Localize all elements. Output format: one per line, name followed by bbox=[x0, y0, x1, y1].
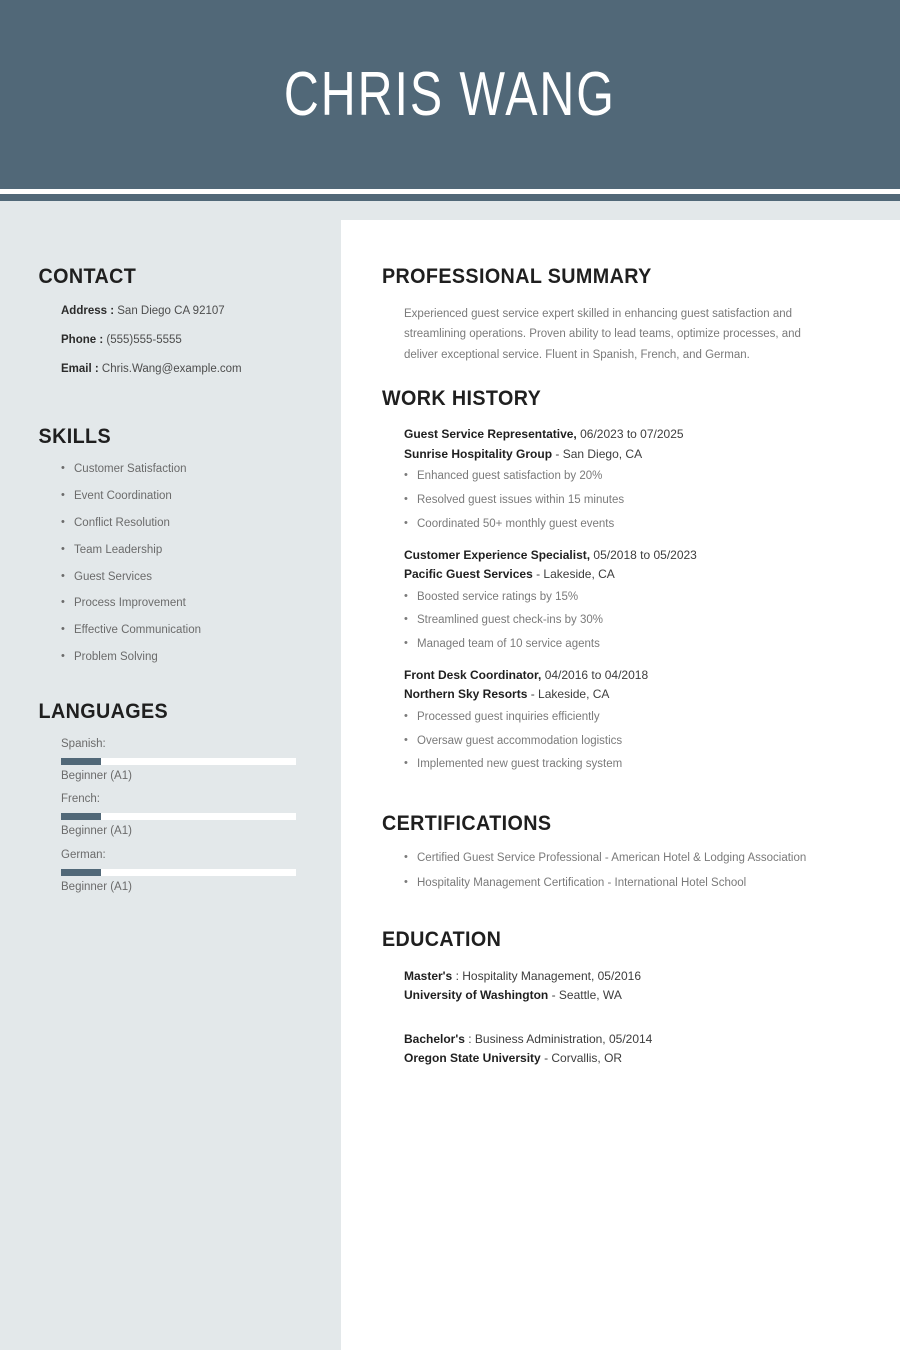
list-item: • Streamlined guest check-ins by 30% bbox=[404, 614, 876, 628]
education-list bbox=[382, 967, 876, 1069]
summary-section-title: PROFESSIONAL SUMMARY bbox=[382, 265, 652, 288]
job-role: Guest Service Representative, bbox=[404, 427, 577, 442]
education-school: Oregon State University bbox=[404, 1051, 541, 1066]
list-item: • Processed guest inquiries efficiently bbox=[404, 711, 876, 725]
contact-value-phone: (555)555-5555 bbox=[106, 333, 182, 346]
language-level: Beginner (A1) bbox=[61, 825, 132, 838]
education-field: : Business Administration, 05/2014 bbox=[468, 1031, 653, 1046]
sidebar-top-strip bbox=[341, 201, 900, 220]
list-item: • Problem Solving bbox=[61, 651, 341, 665]
resume-header-banner bbox=[0, 0, 900, 189]
list-item: • Certified Guest Service Professional - American Hotel & Lodging Association bbox=[404, 852, 876, 866]
skills-list bbox=[0, 463, 341, 664]
language-level: Beginner (A1) bbox=[61, 769, 132, 782]
list-item: • Process Improvement bbox=[61, 597, 341, 611]
language-proficiency-bar bbox=[61, 869, 296, 876]
language-proficiency-bar bbox=[61, 813, 296, 820]
language-name: French: bbox=[61, 793, 100, 806]
education-location: - Corvallis, OR bbox=[544, 1051, 623, 1066]
language-proficiency-fill bbox=[61, 869, 101, 876]
language-proficiency-fill bbox=[61, 758, 101, 765]
education-location: - Seattle, WA bbox=[551, 988, 622, 1003]
education-field: : Hospitality Management, 05/2016 bbox=[455, 968, 642, 983]
skills-section-title: SKILLS bbox=[38, 425, 111, 449]
list-item: • Team Leadership bbox=[61, 544, 341, 558]
education-degree: Master's bbox=[404, 968, 453, 983]
education-section-title: EDUCATION bbox=[382, 927, 502, 951]
list-item: • Oversaw guest accommodation logistics bbox=[404, 735, 876, 749]
list-item: • Effective Communication bbox=[61, 624, 341, 638]
certifications-section bbox=[382, 812, 876, 891]
education-section bbox=[382, 928, 876, 1069]
job-dates: 05/2018 to 05/2023 bbox=[593, 547, 697, 562]
language-name: Spanish: bbox=[61, 737, 106, 750]
contact-row-email bbox=[61, 363, 341, 377]
language-proficiency-bar bbox=[61, 758, 296, 765]
education-degree-line bbox=[404, 1030, 876, 1049]
summary-text: Experienced guest service expert skilled in enhancing guest satisfaction and streamlining operations. Proven ability to lead teams, optimize processes, and deliver exceptional service. Fluent in Spanish, French, and German. bbox=[404, 308, 801, 361]
language-level: Beginner (A1) bbox=[61, 880, 132, 893]
education-entry bbox=[404, 967, 876, 1006]
work-history-entry bbox=[382, 425, 876, 531]
resume-body bbox=[0, 201, 900, 1350]
contact-section bbox=[0, 265, 341, 376]
list-item: • Enhanced guest satisfaction by 20% bbox=[404, 470, 876, 484]
list-item: • Implemented new guest tracking system bbox=[404, 758, 876, 772]
job-company-line bbox=[404, 445, 876, 464]
job-role: Front Desk Coordinator, bbox=[404, 667, 542, 682]
work-history-entry bbox=[382, 666, 876, 772]
professional-summary-section bbox=[382, 265, 876, 365]
contact-label-address: Address : bbox=[61, 305, 115, 317]
list-item: • Event Coordination bbox=[61, 490, 341, 504]
contact-value-email: Chris.Wang@example.com bbox=[101, 362, 242, 375]
contact-label-phone: Phone : bbox=[61, 333, 104, 346]
list-item bbox=[61, 849, 296, 895]
education-school: University of Washington bbox=[404, 988, 549, 1003]
work-history-section bbox=[382, 387, 876, 772]
page-title: CHRIS WANG bbox=[283, 59, 617, 129]
education-degree-line bbox=[404, 967, 876, 986]
contact-label-email: Email : bbox=[61, 362, 99, 375]
contact-value-address: San Diego CA 92107 bbox=[117, 305, 225, 317]
language-proficiency-fill bbox=[61, 813, 101, 820]
list-item bbox=[61, 793, 296, 839]
job-role-line bbox=[404, 425, 876, 444]
languages-section bbox=[0, 700, 341, 895]
work-history-section-title: WORK HISTORY bbox=[382, 387, 542, 411]
languages-section-title: LANGUAGES bbox=[38, 699, 169, 723]
contact-list bbox=[0, 305, 341, 376]
language-name: German: bbox=[61, 848, 106, 861]
certifications-list bbox=[382, 852, 876, 891]
education-school-line bbox=[404, 986, 876, 1005]
list-item: • Hospitality Management Certification - International Hotel School bbox=[404, 877, 876, 891]
job-dates: 06/2023 to 07/2025 bbox=[580, 427, 684, 442]
main-content bbox=[341, 220, 900, 1350]
job-company: Northern Sky Resorts bbox=[404, 687, 528, 702]
job-role: Customer Experience Specialist, bbox=[404, 547, 591, 562]
contact-row-address bbox=[61, 305, 341, 319]
list-item: • Boosted service ratings by 15% bbox=[404, 591, 876, 605]
job-company: Pacific Guest Services bbox=[404, 567, 533, 582]
languages-list bbox=[0, 738, 341, 895]
work-history-entry bbox=[382, 546, 876, 652]
education-school-line bbox=[404, 1049, 876, 1068]
list-item: • Guest Services bbox=[61, 571, 341, 585]
job-bullet-list bbox=[404, 470, 876, 531]
list-item: • Resolved guest issues within 15 minutes bbox=[404, 494, 876, 508]
job-company: Sunrise Hospitality Group bbox=[404, 446, 553, 461]
job-location: - Lakeside, CA bbox=[530, 687, 610, 702]
contact-row-phone bbox=[61, 334, 341, 348]
list-item bbox=[61, 738, 296, 784]
list-item: • Coordinated 50+ monthly guest events bbox=[404, 518, 876, 532]
skills-section bbox=[0, 425, 341, 664]
job-bullet-list bbox=[404, 591, 876, 652]
job-bullet-list bbox=[404, 711, 876, 772]
job-dates: 04/2016 to 04/2018 bbox=[544, 667, 649, 682]
job-role-line bbox=[404, 666, 876, 685]
list-item: • Customer Satisfaction bbox=[61, 463, 341, 477]
job-company-line bbox=[404, 565, 876, 584]
job-location: - San Diego, CA bbox=[555, 446, 643, 461]
contact-section-title: CONTACT bbox=[38, 265, 137, 288]
list-item: • Managed team of 10 service agents bbox=[404, 638, 876, 652]
certifications-section-title: CERTIFICATIONS bbox=[382, 812, 552, 836]
education-entry bbox=[404, 1030, 876, 1069]
job-company-line bbox=[404, 685, 876, 704]
education-degree: Bachelor's bbox=[404, 1031, 465, 1046]
header-accent-rule bbox=[0, 194, 900, 201]
list-item: • Conflict Resolution bbox=[61, 517, 341, 531]
job-role-line bbox=[404, 546, 876, 565]
job-location: - Lakeside, CA bbox=[536, 567, 615, 582]
sidebar bbox=[0, 201, 341, 1350]
